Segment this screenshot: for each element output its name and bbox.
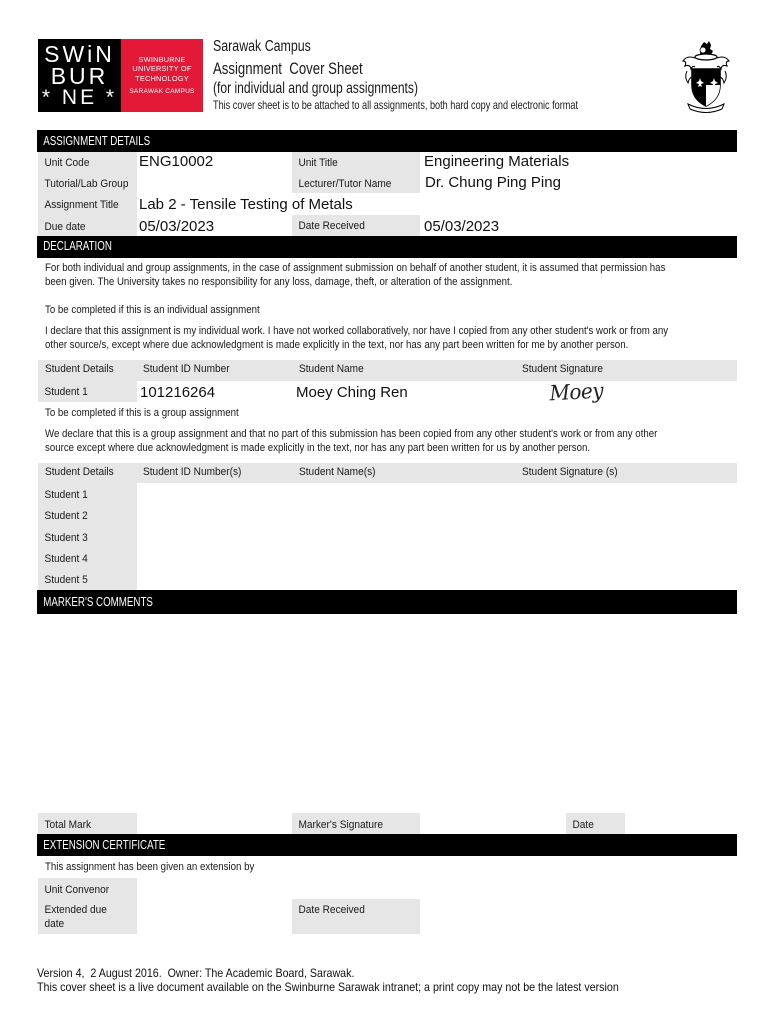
individual-student-1-label-cell: [38, 381, 137, 402]
logo-wordmark: [38, 39, 121, 112]
campus-name-text: Sarawak Campus: [213, 38, 311, 55]
group-statement-text: We declare that this is a group assignment and that no part of this submission has been copied from any other student's work or from any other: [45, 428, 658, 440]
group-student-3-name-field[interactable]: [293, 526, 518, 547]
assignment-title-label-cell: [38, 193, 137, 215]
column-header-student-names: [299, 466, 382, 478]
university-crest-icon: [679, 39, 733, 115]
declaration-intro-line: [45, 262, 750, 275]
date-received-label: Date Received: [298, 220, 365, 232]
student-id-value: [137, 547, 139, 564]
marker-date-label-cell: [566, 813, 625, 834]
logo-institution-line: SARAWAK CAMPUS: [129, 87, 195, 95]
student-row-label: Student 1: [44, 386, 88, 398]
unit-title-label: Unit Title: [298, 157, 338, 169]
extended-due-date-value: [137, 899, 139, 916]
column-header-student-id: [143, 363, 237, 375]
marker-signature-value: [420, 813, 422, 830]
marker-signature-field[interactable]: [420, 813, 566, 834]
group-student-2-id-field[interactable]: [137, 504, 293, 526]
extended-due-date-field[interactable]: [137, 899, 292, 934]
column-header-student-details: [45, 466, 120, 478]
lecturer-label: Lecturer/Tutor Name: [298, 178, 392, 190]
marker-signature-label: Marker's Signature: [298, 819, 384, 831]
student-row-label: Student 4: [44, 553, 88, 565]
markers-comments-header: [37, 590, 737, 614]
page-subtitle: [213, 80, 476, 98]
group-student-4-signature-field[interactable]: [518, 547, 737, 568]
student-row-label: Student 5: [44, 574, 88, 586]
extension-date-received-label-cell: [292, 899, 420, 934]
group-student-row-label: [38, 483, 137, 504]
student-id-value: [137, 568, 139, 585]
student-name-value: Moey Ching Ren: [296, 384, 408, 401]
individual-student-name-field[interactable]: [293, 381, 518, 402]
logo-institution-line: UNIVERSITY OF: [132, 64, 192, 74]
unit-title-field[interactable]: [420, 152, 737, 172]
extension-certificate-header: [37, 834, 737, 856]
extended-due-date-label: Extended due date: [44, 904, 107, 930]
student-signature-value: [518, 547, 520, 564]
group-student-1-signature-field[interactable]: [518, 483, 737, 504]
page-title: [213, 60, 400, 79]
student-row-label: Student 3: [44, 532, 88, 544]
group-statement-line: [45, 428, 741, 441]
group-instruction: [45, 407, 265, 420]
group-student-row-label: [38, 568, 137, 590]
group-student-4-id-field[interactable]: [137, 547, 293, 568]
student-signature-value: [518, 504, 520, 521]
group-student-3-signature-field[interactable]: [518, 526, 737, 547]
extension-date-received-field[interactable]: [420, 899, 737, 934]
unit-title-value: Engineering Materials: [424, 153, 570, 170]
total-mark-label-cell: [38, 813, 137, 834]
swinburne-logo: [38, 39, 203, 112]
column-header-text: Student Details: [45, 466, 114, 478]
page-title-text: Assignment Cover Sheet: [213, 60, 363, 78]
column-header-text: Student Details: [45, 363, 114, 375]
group-statement-line: [45, 442, 664, 455]
column-header-text: Student ID Number: [143, 363, 230, 375]
group-student-5-signature-field[interactable]: [518, 568, 737, 590]
extension-intro-text: This assignment has been given an extension by: [45, 861, 255, 873]
footer-version-text: Version 4, 2 August 2016. Owner: The Academic Board, Sarawak.: [37, 966, 355, 980]
due-date-field[interactable]: [137, 215, 292, 236]
individual-student-id-field[interactable]: [137, 381, 293, 402]
unit-convenor-label: Unit Convenor: [44, 884, 110, 896]
lecturer-label-cell: [292, 172, 420, 193]
declaration-intro-text: been given. The University takes no responsibility for any loss, damage, theft, or alteration of the assignment.: [45, 276, 513, 288]
assignment-details-header: [37, 130, 737, 152]
group-student-5-name-field[interactable]: [293, 568, 518, 590]
marker-date-value: [625, 813, 627, 830]
group-student-row-label: [38, 504, 137, 526]
unit-convenor-label-cell: [38, 878, 137, 899]
extension-intro: [45, 861, 283, 874]
section-heading: ASSIGNMENT DETAILS: [43, 134, 151, 148]
attachment-note-text: This cover sheet is to be attached to all assignments, both hard copy and electronic format: [213, 98, 579, 112]
assignment-title-label: Assignment Title: [44, 199, 119, 211]
column-header-student-signatures: [522, 466, 626, 478]
column-header-text: Student Name: [299, 363, 364, 375]
student-id-value: 101216264: [140, 384, 216, 401]
section-heading: EXTENSION CERTIFICATE: [43, 838, 166, 852]
date-received-value: 05/03/2023: [424, 218, 500, 235]
column-header-text: Student ID Number(s): [143, 466, 242, 478]
extension-date-received-label: Date Received: [298, 904, 365, 916]
logo-institution-block: [121, 39, 203, 112]
page-subtitle-text: (for individual and group assignments): [213, 80, 418, 97]
section-heading: DECLARATION: [43, 239, 112, 253]
unit-code-label-cell: [38, 152, 137, 172]
group-student-2-signature-field[interactable]: [518, 504, 737, 526]
logo-wordmark-line: * NE *: [41, 85, 118, 109]
logo-wordmark-line: BUR: [50, 62, 109, 89]
student-name-value: [293, 568, 295, 585]
student-signature[interactable]: Moey: [548, 378, 604, 406]
group-student-1-id-field[interactable]: [137, 483, 293, 504]
unit-convenor-value: [137, 878, 139, 895]
tutorial-group-label: Tutorial/Lab Group: [44, 178, 129, 190]
student-signature-value: [518, 568, 520, 585]
group-student-4-name-field[interactable]: [293, 547, 518, 568]
group-student-3-id-field[interactable]: [137, 526, 293, 547]
declaration-intro-text: For both individual and group assignments, in the case of assignment submission on behalf of another student, it is assumed that permission has: [45, 262, 666, 274]
logo-wordmark-line: SWiN: [44, 40, 115, 67]
group-student-row-label: [38, 547, 137, 568]
total-mark-field[interactable]: [137, 813, 292, 834]
group-student-2-name-field[interactable]: [293, 504, 518, 526]
group-student-1-name-field[interactable]: [293, 483, 518, 504]
individual-statement-line: [45, 325, 753, 338]
column-header-student-ids: [143, 466, 250, 478]
individual-statement-text: other source/s, except where due acknowledgment is made explicitly in the text, nor has any part been written for me by another person.: [45, 339, 629, 351]
total-mark-label: Total Mark: [44, 819, 92, 831]
footer-notice-text: This cover sheet is a live document available on the Swinburne Sarawak intranet; a print copy may not be the latest version: [37, 980, 619, 994]
individual-statement-text: I declare that this assignment is my individual work. I have not worked collaboratively, nor have I copied from any other student's work or from any: [45, 325, 669, 337]
student-name-value: [293, 504, 295, 521]
markers-comments-area[interactable]: [37, 614, 737, 812]
individual-statement-line: [45, 339, 708, 352]
total-mark-value: [137, 813, 139, 830]
unit-title-label-cell: [292, 152, 420, 172]
student-name-value: [293, 483, 295, 500]
group-student-row-label: [38, 526, 137, 547]
student-name-value: [293, 526, 295, 543]
unit-convenor-field[interactable]: [137, 878, 737, 899]
column-header-text: Student Name(s): [299, 466, 376, 478]
assignment-title-value: Lab 2 - Tensile Testing of Metals: [139, 196, 353, 213]
column-header-text: Student Signature (s): [522, 466, 618, 478]
section-heading: MARKER'S COMMENTS: [43, 595, 153, 609]
student-row-label: Student 1: [44, 489, 88, 501]
group-student-5-id-field[interactable]: [137, 568, 293, 590]
date-received-field[interactable]: [420, 215, 737, 236]
tutorial-group-field[interactable]: [137, 172, 292, 193]
lecturer-value: Dr. Chung Ping Ping: [425, 174, 561, 191]
marker-signature-label-cell: [292, 813, 420, 834]
column-header-student-signature: [522, 363, 610, 375]
due-date-label-cell: [38, 215, 137, 236]
lecturer-field[interactable]: [420, 172, 737, 193]
extended-due-date-label-cell: [38, 899, 137, 934]
unit-code-field[interactable]: [137, 152, 292, 172]
due-date-value: 05/03/2023: [139, 218, 215, 235]
student-id-value: [137, 526, 139, 543]
date-received-label-cell: [292, 215, 420, 236]
column-header-text: Student Signature: [522, 363, 604, 375]
individual-instruction-text: To be completed if this is an individual assignment: [45, 304, 260, 316]
tutorial-group-label-cell: [38, 172, 137, 193]
footer-version-line: [37, 966, 394, 980]
column-header-student-name: [299, 363, 369, 375]
unit-code-label: Unit Code: [44, 157, 90, 169]
unit-code-value: ENG10002: [139, 153, 214, 170]
logo-institution-line: SWINBURNE: [138, 54, 186, 64]
individual-instruction: [45, 304, 289, 317]
column-header-student-details: [45, 363, 120, 375]
assignment-title-field[interactable]: [137, 193, 737, 215]
student-id-value: [137, 504, 139, 521]
student-name-value: [293, 547, 295, 564]
group-instruction-text: To be completed if this is a group assignment: [45, 407, 239, 419]
due-date-label: Due date: [44, 221, 86, 233]
student-signature-value: [518, 526, 520, 543]
tutorial-group-value: [137, 174, 139, 191]
student-id-value: [137, 483, 139, 500]
student-signature-value: [518, 483, 520, 500]
attachment-note: [213, 98, 693, 112]
extension-date-received-value: [420, 899, 422, 916]
footer-notice-line: [37, 980, 691, 994]
student-row-label: Student 2: [44, 510, 88, 522]
group-statement-text: source except where due acknowledgment is made explicitly in the text, nor has any part been written for us by another person.: [45, 442, 591, 454]
marker-date-label: Date: [572, 819, 594, 831]
declaration-header: [37, 236, 737, 258]
campus-name: [213, 38, 335, 56]
declaration-intro-line: [45, 276, 576, 289]
logo-institution-line: TECHNOLOGY: [135, 74, 189, 83]
marker-date-field[interactable]: [625, 813, 737, 834]
